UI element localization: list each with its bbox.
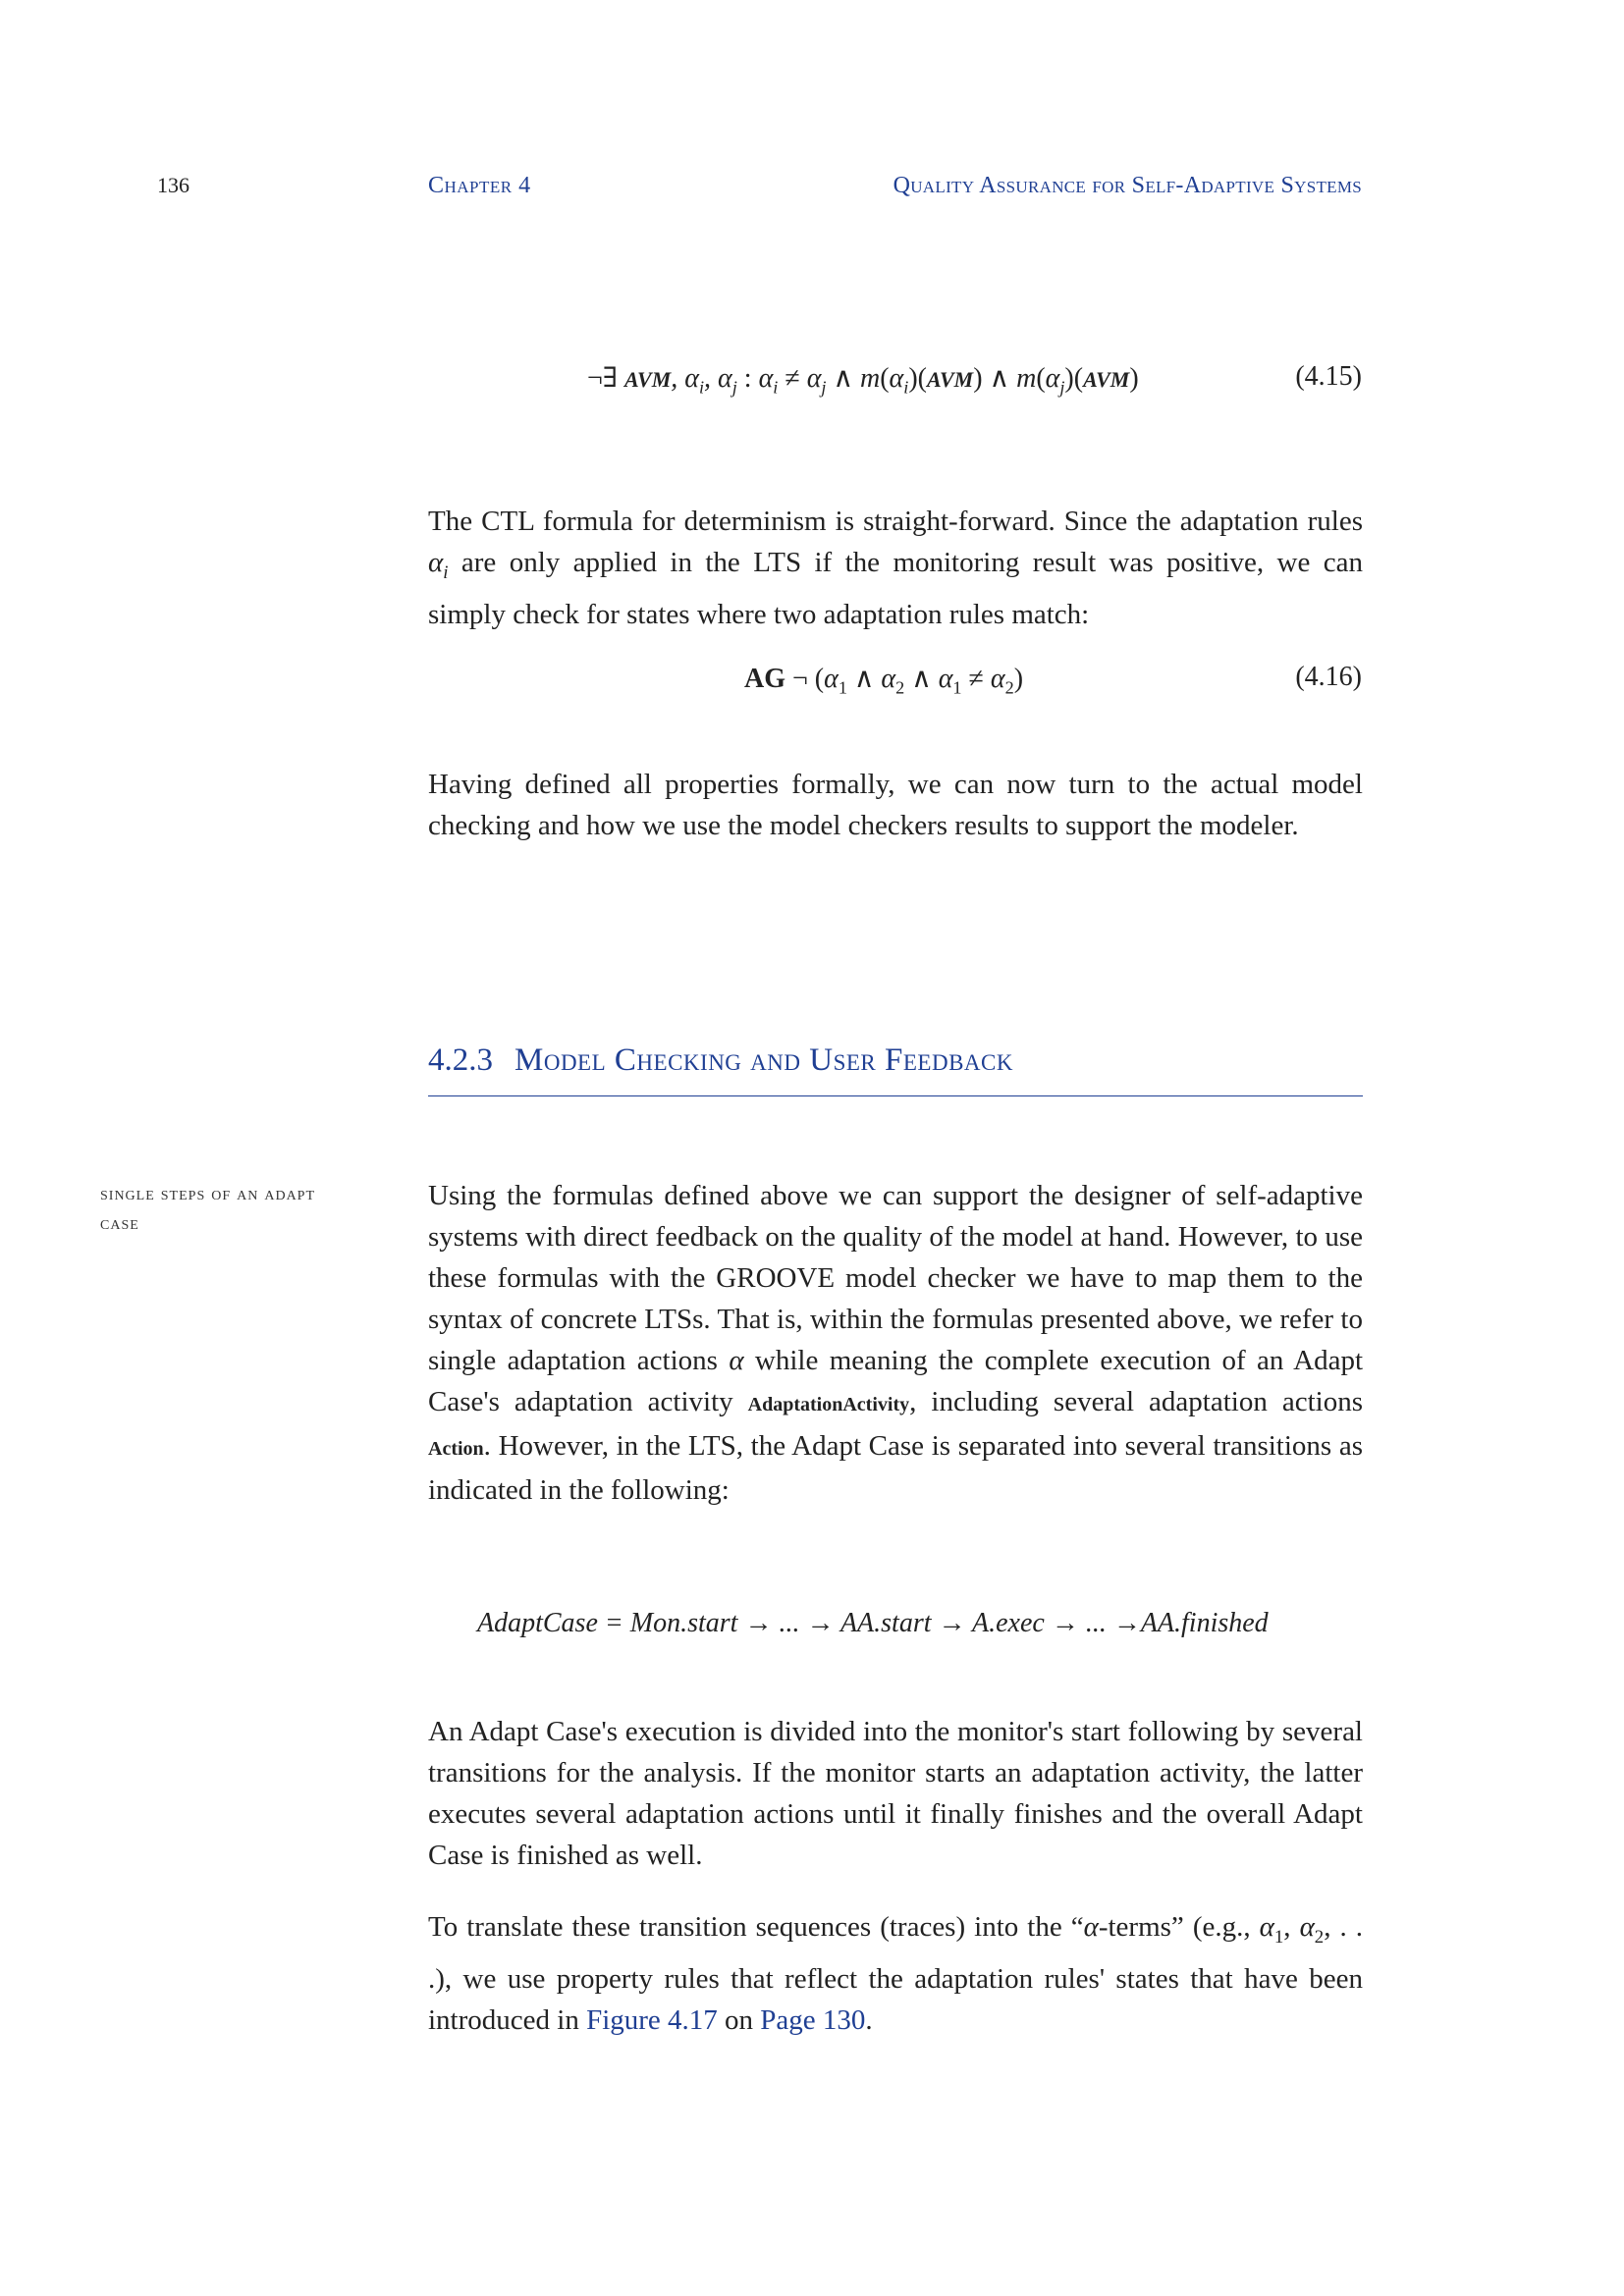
paragraph-properties-defined: Having defined all properties formally, we can now turn to the actual model checking and how we use the model checkers results to support the modeler.	[428, 769, 1363, 841]
code-adaptation-activity: AdaptationActivity	[747, 1394, 910, 1415]
paragraph-adapt-case-execution: An Adapt Case's execution is divided into the monitor's start following by several transitions for the analysis. If the monitor starts an adaptation activity, the latter executes several adaptation actions until it finally finishes and the overall Adapt Case is finished as well.	[428, 1716, 1363, 1871]
running-header-title: Quality Assurance for Self-Adaptive Systems	[893, 173, 1362, 198]
paragraph-formulas-usage: Using the formulas defined above we can support the designer of self-adaptive systems with direct feedback on the quality of the model at hand. However, to use these formulas with the GROOVE model checker we have to map them to the syntax of concrete LTSs. That is, within the formulas presented above, we refer to single adaptation actions α while meaning the complete execution of an Adapt Case's adaptation activity AdaptationActivity, including several adaptation actions Action. However, in the LTS, the Adapt Case is separated into several transitions as indicated in the following:	[428, 1180, 1364, 1506]
figure-link[interactable]: Figure 4.17	[586, 2003, 718, 2036]
margin-note: single steps of an adapt case	[100, 1183, 316, 1234]
equation-4-15: ¬∃ AVM, $\alpha_i$, $\alpha_j$ : $\alpha_i \ne \alpha_j$ ∧ $m(\alpha_i)(AVM)$ ∧ $m(\alpha_j)(AVM)$	[587, 363, 1139, 398]
page-number: 136	[157, 173, 189, 197]
section-heading	[428, 1042, 1363, 1096]
paragraph-translate-traces: To translate these transition sequences (traces) into the “α-terms” (e.g., $\alpha_1$, $\alpha_2$, . . .), we use property rules that reflect the adaptation rules' states that have been introduced in Figure 4.17 on Page 130.	[428, 1911, 1364, 2036]
code-action: Action	[428, 1438, 484, 1460]
adapt-case-formula: AdaptCase = Mon.start → ... → AA.start → A.exec → ... →AA.finished	[477, 1608, 1269, 1638]
running-header-chapter: Chapter 4	[428, 173, 531, 198]
section-title: Model Checking and User Feedback	[514, 1042, 1013, 1078]
paragraph-determinism: The CTL formula for determinism is straight-forward. Since the adaptation rules $\alpha_i$ are only applied in the LTS if the monitoring result was positive, we can simply check for states where two adaptation rules match:	[428, 506, 1363, 630]
section-number: 4.2.3	[428, 1042, 493, 1078]
equation-number-4-15: (4.15)	[1295, 361, 1362, 392]
equation-4-16: AG ¬ ($\alpha_1$ ∧ $\alpha_2$ ∧ $\alpha_1 \ne \alpha_2$)	[744, 664, 1024, 698]
page-link[interactable]: Page 130	[760, 2003, 866, 2036]
equation-number-4-16: (4.16)	[1295, 662, 1362, 692]
